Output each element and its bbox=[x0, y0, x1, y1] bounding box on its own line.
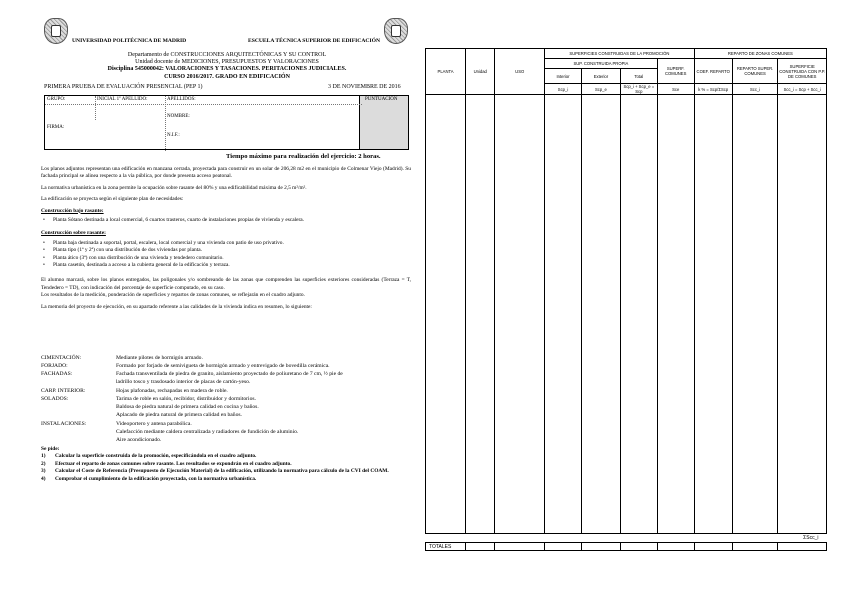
superf-comunes-header: SUPERF. COMUNES bbox=[657, 59, 694, 84]
question-item: 2) Efectuar el reparto de zonas comunes sobre rasante. Los resultados se expondrán en el cuadro adjunto. bbox=[41, 460, 292, 467]
col-unidad: Unidad bbox=[466, 49, 495, 95]
coef-reparto-header: COEF. REPARTO bbox=[694, 59, 732, 84]
spec-continuation: Baldosa de piedra natural de primera calidad en cocina y baños. bbox=[116, 404, 259, 410]
spec-continuation: Calefacción mediante caldera centralizada y radiadores de fundición de aluminio. bbox=[116, 429, 299, 435]
scp-i-formula: Scp_i bbox=[545, 84, 582, 95]
group-reparto: REPARTO DE ZONAS COMUNES bbox=[694, 49, 826, 59]
needs-paragraph: La edificación se proyecta según el siguiente plan de necesidades: bbox=[41, 196, 184, 203]
surname-label: APELLIDOS: bbox=[167, 97, 196, 102]
exam-date: 3 DE NOVIEMBRE DE 2016 bbox=[328, 84, 401, 90]
list-item: • Planta ático (3ª) con una distribución de una vivienda y tendedero comunitario. bbox=[41, 255, 411, 262]
zoning-paragraph: La normativa urbanística en la zona permite la ocupación sobre rasante del 80% y una edificabilidad máxima de 2,5 m²/m². bbox=[41, 184, 307, 191]
group-superficies: SUPERFICIES CONSTRUIDAS DE LA PROMOCIÓN bbox=[545, 49, 695, 59]
initial-label: INICIAL 1º APELLIDO: bbox=[97, 97, 148, 102]
student-id-box bbox=[44, 95, 409, 150]
signature-label: FIRMA: bbox=[47, 125, 65, 130]
coef-formula: k % = Scp/ΣScp bbox=[694, 84, 732, 95]
time-note: Tiempo máximo para realización del ejercicio: 2 horas. bbox=[226, 153, 381, 160]
sum-note-row bbox=[426, 534, 827, 543]
col-uso: USO bbox=[495, 49, 545, 95]
list-item: • Planta baja destinada a soportal, portal, escalera, local comercial y una vivienda con patio de uso privativo. bbox=[41, 240, 411, 247]
quality-paragraph: La memoria del proyecto de ejecución, en su apartado referente a las calidades de la vivienda indica en resumen, lo siguiente: bbox=[41, 303, 312, 310]
unit: Unidad docente de MEDICIONES, PRESUPUESTOS Y VALORACIONES bbox=[135, 59, 319, 66]
school-crest-icon bbox=[384, 18, 408, 44]
table-body-row bbox=[426, 95, 827, 534]
interior-header: Interior bbox=[545, 69, 582, 84]
intro-paragraph: Los planos adjuntos representan una edificación en manzana cerrada, proyectada para construir en un solar de 206,28 m2 en el municipio de Colmenar Viejo (Madrid). Su fachada principal se alinea respecto a la vía pública, por donde presenta acceso peatonal. bbox=[41, 166, 411, 180]
above-grade-list bbox=[41, 240, 411, 270]
list-item: • Planta Sótano destinada a local comercial, 6 cuartos trasteros, cuarto de instalaciones propias de vivienda y escalera. bbox=[41, 217, 411, 224]
discipline: Disciplina 545000042: VALORACIONES Y TASACIONES. PERITACIONES JUDICIALES. bbox=[107, 66, 347, 73]
totals-row bbox=[426, 543, 827, 551]
surface-table bbox=[425, 48, 827, 553]
question-item: 4) Comprobar el cumplimiento de la edificación proyectada, con la normativa urbanística. bbox=[41, 475, 257, 482]
school-name: ESCUELA TÉCNICA SUPERIOR DE EDIFICACIÓN bbox=[248, 38, 380, 44]
sce-formula: Sce bbox=[657, 84, 694, 95]
name-label: NOMBRE: bbox=[167, 114, 190, 119]
totales-label: TOTALES bbox=[426, 543, 466, 551]
spec-continuation: Aplacado de piedra natural de primera calidad en baños. bbox=[116, 412, 242, 418]
score-label: PUNTUACIÓN bbox=[365, 97, 398, 102]
spec-continuation: Aire acondicionado. bbox=[116, 437, 162, 443]
reparto-super-header: REPARTO SUPER. COMUNES bbox=[732, 59, 778, 84]
department: Departamento de CONSTRUCCIONES ARQUITECTÓNICAS Y SU CONTROL bbox=[127, 52, 327, 58]
exam-body bbox=[41, 166, 411, 311]
scp-sum-formula: Scp_i + Scp_e = Scp bbox=[620, 84, 657, 95]
total-header: Total bbox=[620, 69, 657, 84]
results-paragraph: Los resultados de la medición, ponderación de superficies y repartos de zonas comunes, se reflejarán en el cuadro adjunto. bbox=[41, 292, 305, 299]
nif-label: N.I.F.: bbox=[167, 133, 180, 138]
col-planta: PLANTA bbox=[426, 49, 466, 95]
question-item: 1) Calcular la superficie construida de la promoción, especificándola en el cuadro adjunto. bbox=[41, 453, 257, 460]
scc-formula: Scc_i bbox=[732, 84, 778, 95]
university-name: UNIVERSIDAD POLITÉCNICA DE MADRID bbox=[72, 38, 187, 44]
list-item: • Planta tipo (1ª y 2ª) con una distribución de dos viviendas por planta. bbox=[41, 247, 411, 254]
below-grade-title: Construcción bajo rasante: bbox=[41, 207, 104, 214]
exam-name: PRIMERA PRUEBA DE EVALUACIÓN PRESENCIAL (PEP 1) bbox=[44, 84, 203, 90]
course: CURSO 2016/2017. GRADO EN EDIFICACIÓN bbox=[164, 73, 290, 80]
score-box bbox=[359, 96, 408, 149]
title-block bbox=[44, 52, 410, 81]
scp-e-formula: Scp_e bbox=[581, 84, 620, 95]
list-item: • Planta casetón, destinada a acceso a la cubierta general de la edificación y terraza. bbox=[41, 262, 411, 269]
above-grade-title: Construcción sobre rasante: bbox=[41, 230, 106, 237]
group-label: GRUPO: bbox=[47, 97, 66, 102]
questions-block bbox=[41, 446, 413, 483]
below-grade-list bbox=[41, 217, 411, 224]
spec-continuation: ladrillo tosco y trasdosado interior de placas de cartón-yeso. bbox=[116, 379, 251, 385]
exterior-header: Exterior bbox=[581, 69, 620, 84]
upm-crest-icon bbox=[44, 18, 68, 44]
questions-title: Se pide: bbox=[41, 446, 60, 452]
question-item: 3) Calcular el Coste de Referencia (Presupuesto de Ejecución Material) de la edificación, utilizando la normativa para cálculo de la CVI del COAM. bbox=[41, 468, 389, 475]
marking-paragraph: El alumno marcará, sobre los planos entregados, las poligonales y/o sombreando de las zonas que comprenden las superficies exteriores consideradas (Terraza = T, Tendedero = TD), con indicación del porcentaje de superficie computado, en su caso. bbox=[41, 277, 411, 291]
sup-propia-header: SUP. CONSTRUIDA PROPIA bbox=[545, 59, 658, 69]
sup-construida-pp-header: SUPERFICIE CONSTRUIDA CON P.P. DE COMUNES bbox=[778, 59, 827, 84]
sum-note: ΣScc_i bbox=[803, 535, 819, 541]
sccpp-formula: Scc_i = Scp + Scc_i bbox=[778, 84, 827, 95]
